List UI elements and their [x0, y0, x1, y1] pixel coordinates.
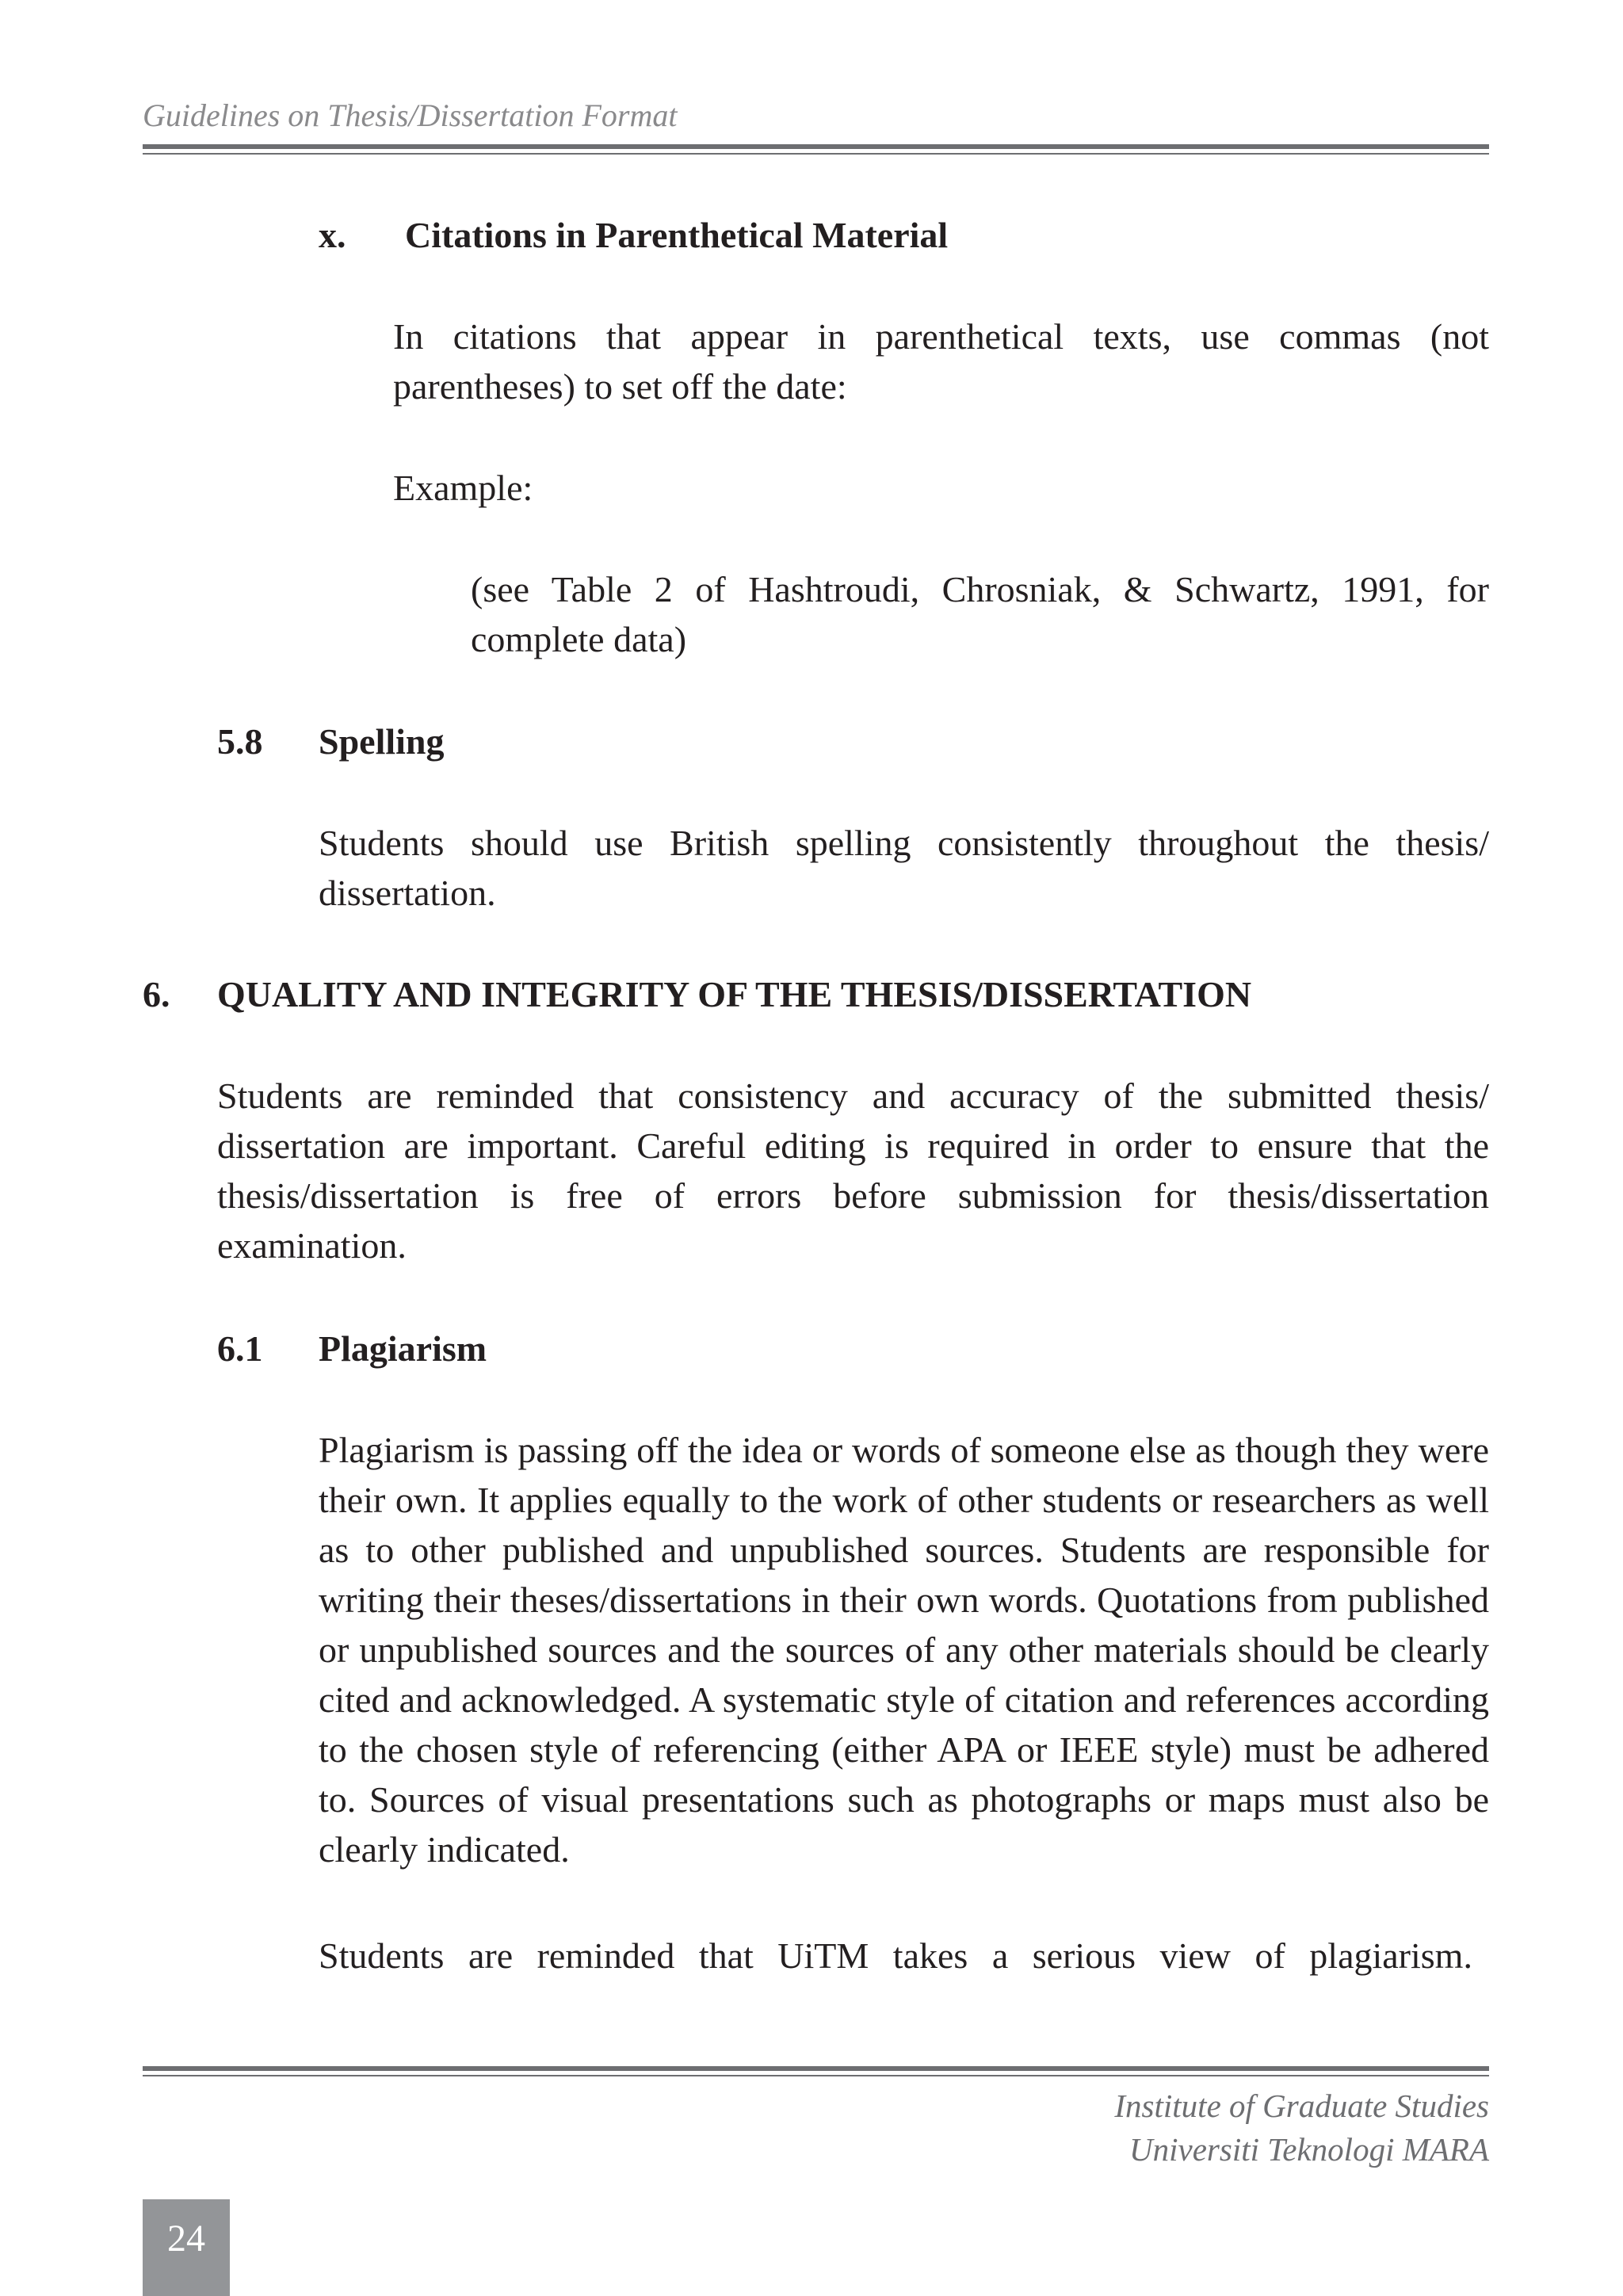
running-header: Guidelines on Thesis/Dissertation Format	[143, 97, 678, 133]
section-6-heading: QUALITY AND INTEGRITY OF THE THESIS/DISSERTATION	[217, 974, 1252, 1014]
footer-line-2: Universiti Teknologi MARA	[1129, 2131, 1489, 2168]
section-6-1-number: 6.1	[217, 1328, 263, 1369]
section-6-1-heading: Plagiarism	[319, 1328, 487, 1369]
footer-rule-thick	[143, 2066, 1489, 2071]
item-x-example-label: Example:	[393, 468, 533, 508]
section-5-8-heading: Spelling	[319, 721, 445, 762]
item-x-example-text: (see Table 2 of Hashtroudi, Chrosniak, & Schwartz, 1991, for complete data)	[471, 569, 1489, 659]
item-x-paragraph: In citations that appear in parenthetical texts, use commas (not parentheses) to set off the date:	[393, 316, 1489, 407]
footer-institution	[1114, 2084, 1489, 2172]
section-5-8-number: 5.8	[217, 721, 263, 762]
item-x-marker: x.	[319, 215, 346, 255]
page-number: 24	[167, 2218, 205, 2260]
header-rule-thick	[143, 144, 1489, 149]
section-6-1-paragraph-1: Plagiarism is passing off the idea or words of someone else as though they were their own. It applies equally to the work of other students or researchers as well as to other published and unpublished sources. Students are responsible for writing their theses/dissertations in their own words. Quotations from published or unpublished sources and the sources of any other materials should be clearly cited and acknowledged. A systematic style of citation and references according to the chosen style of referencing (either APA or IEEE style) must be adhered to. Sources of visual presentations such as photographs or maps must also be clearly indicated.	[319, 1430, 1489, 1870]
header-rule-thin	[143, 153, 1489, 155]
section-5-8-paragraph: Students should use British spelling consistently throughout the thesis/ dissertation.	[319, 823, 1489, 913]
item-x-heading: Citations in Parenthetical Material	[405, 215, 949, 255]
footer-rule-thin	[143, 2075, 1489, 2076]
section-6-paragraph: Students are reminded that consistency and accuracy of the submitted thesis/ dissertation are important. Careful editing is required in order to ensure that the thesis/dissertation is free of errors before submission for thesis/dissertation examination.	[217, 1075, 1489, 1266]
footer-line-1: Institute of Graduate Studies	[1114, 2088, 1489, 2124]
page-number-box	[143, 2199, 230, 2296]
section-6-number: 6.	[143, 974, 170, 1014]
section-6-1-paragraph-2: Students are reminded that UiTM takes a serious view of plagiarism.	[319, 1935, 1472, 1976]
